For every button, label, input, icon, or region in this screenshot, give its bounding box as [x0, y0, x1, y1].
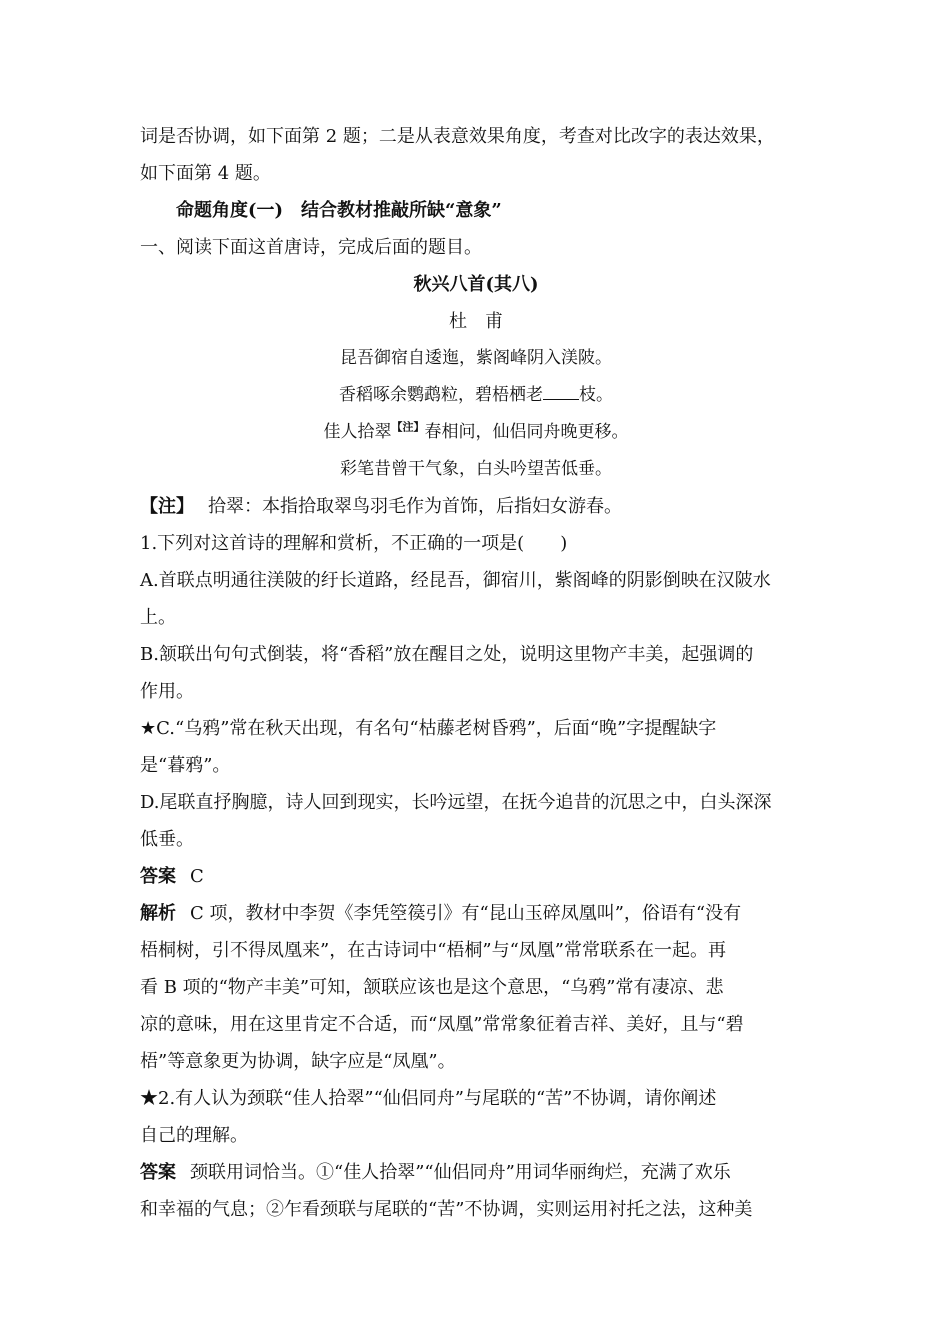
- q1-answer: [140, 858, 812, 895]
- q2-stem-line-1: ★2.有人认为颈联“佳人拾翠”“仙侣同舟”与尾联的“苦”不协调，请你阐述: [140, 1088, 717, 1109]
- author-family: 甫: [485, 311, 503, 332]
- poem-line-2-start: 香稻啄余鹦鹉粒，碧梧栖老: [339, 385, 543, 405]
- answer-value: C: [190, 866, 204, 887]
- answer-label: 答案: [140, 1162, 176, 1183]
- q1-option-a-line-2: 上。: [140, 607, 176, 628]
- answer-label: 答案: [140, 866, 176, 887]
- analysis-label: 解析: [140, 903, 176, 924]
- q1-analysis-line-1: [140, 895, 812, 932]
- intro-line-1: 词是否协调，如下面第 2 题；二是从表意效果角度，考查对比改字的表达效果，: [140, 126, 775, 147]
- q1-stem: 1.下列对这首诗的理解和赏析，不正确的一项是( ): [140, 533, 568, 554]
- q1-option-b-line-1: B.颔联出句句式倒装，将“香稻”放在醒目之处，说明这里物产丰美，起强调的: [140, 644, 754, 665]
- poem-title: 秋兴八首(其八): [413, 274, 539, 295]
- poem-line-3-start: 佳人拾翠: [323, 422, 392, 442]
- angle-heading: 命题角度(一) 结合教材推敲所缺“意象”: [176, 200, 502, 221]
- poem-line-4: 彩笔昔曾干气象，白头吟望苦低垂。: [340, 459, 612, 479]
- note-marker: 【注】: [391, 420, 425, 434]
- q1-analysis-line-4: 凉的意味，用在这里肯定不合适，而“凤凰”常常象征着吉祥、美好，且与“碧: [140, 1014, 744, 1035]
- poem-line-2: [140, 377, 812, 414]
- note-label: 【注】: [140, 496, 194, 517]
- q1-analysis-line-2: 梧桐树，引不得凤凰来”，在古诗词中“梧桐”与“凤凰”常常联系在一起。再: [140, 940, 727, 961]
- fill-blank: [543, 383, 579, 400]
- q1-option-d-line-1: D.尾联直抒胸臆，诗人回到现实，长吟远望，在抚今追昔的沉思之中，白头深深: [140, 792, 772, 813]
- document-page: [140, 118, 812, 1228]
- poem-line-3-end: 春相问，仙侣同舟晚更移。: [424, 422, 629, 442]
- q1-option-a-line-1: A.首联点明通往渼陂的纡长道路，经昆吾，御宿川，紫阁峰的阴影倒映在汉陂水: [140, 570, 771, 591]
- answer-text: 颈联用词恰当。①“佳人拾翠”“仙侣同舟”用词华丽绚烂，充满了欢乐: [190, 1162, 731, 1183]
- task-instruction: 一、阅读下面这首唐诗，完成后面的题目。: [140, 237, 482, 258]
- intro-line-2: 如下面第 4 题。: [140, 163, 271, 184]
- q1-option-d-line-2: 低垂。: [140, 829, 194, 850]
- q1-option-b-line-2: 作用。: [140, 681, 194, 702]
- poem-line-3: [140, 414, 812, 451]
- poem-line-1: 昆吾御宿自逶迤，紫阁峰阴入渼陂。: [340, 348, 612, 368]
- q1-analysis-line-3: 看 B 项的“物产丰美”可知，颔联应该也是这个意思，“乌鸦”常有凄凉、悲: [140, 977, 724, 998]
- author-given: 杜: [449, 311, 467, 332]
- q1-analysis-line-5: 梧”等意象更为协调，缺字应是“凤凰”。: [140, 1051, 456, 1072]
- poem-author: [140, 303, 812, 340]
- analysis-text: C 项，教材中李贺《李凭箜篌引》有“昆山玉碎凤凰叫”，俗语有“没有: [190, 903, 742, 924]
- q2-answer-line-2: 和幸福的气息；②乍看颈联与尾联的“苦”不协调，实则运用衬托之法，这种美: [140, 1199, 753, 1220]
- q1-option-c-line-2: 是“暮鸦”。: [140, 755, 231, 776]
- note-text: 拾翠：本指拾取翠鸟羽毛作为首饰，后指妇女游春。: [208, 496, 622, 517]
- q2-stem-line-2: 自己的理解。: [140, 1125, 248, 1146]
- poem-line-2-end: 枝。: [579, 385, 613, 405]
- q2-answer-line-1: [140, 1154, 812, 1191]
- poem-note: [140, 488, 812, 525]
- q1-option-c-line-1: ★C.“乌鸦”常在秋天出现，有名句“枯藤老树昏鸦”，后面“晚”字提醒缺字: [140, 718, 717, 739]
